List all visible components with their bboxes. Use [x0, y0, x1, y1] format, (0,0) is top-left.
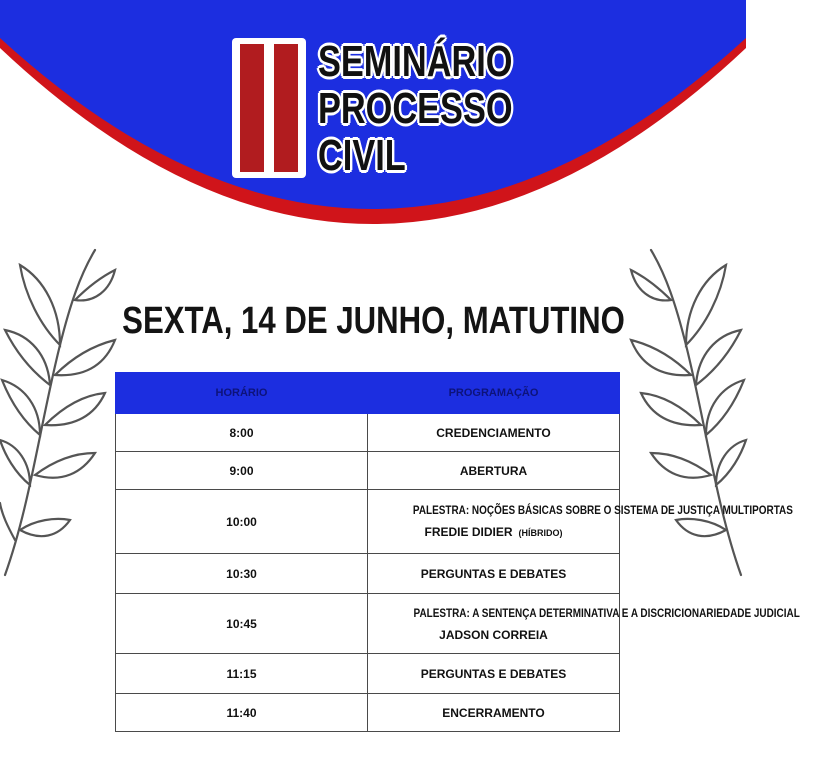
leaf-branch-left-icon — [0, 245, 120, 585]
row-program-line-text: PALESTRA: NOÇÕES BÁSICAS SOBRE O SISTEMA DE JUSTIÇA MULTIPORTAS — [412, 503, 793, 517]
speaker-name: JADSON CORREIA — [439, 627, 548, 642]
table-row — [116, 654, 620, 694]
table-row — [116, 554, 620, 594]
leaf-branch-right-icon — [626, 245, 746, 585]
event-title — [318, 38, 567, 179]
row-program-line — [374, 499, 793, 521]
day-title-text: SEXTA, 14 DE JUNHO, MATUTINO — [121, 300, 625, 342]
row-program — [368, 452, 620, 490]
row-program — [368, 490, 793, 554]
row-program-line: ABERTURA — [459, 463, 528, 478]
logo-bar-left — [240, 44, 264, 172]
row-program-line: ENCERRAMENTO — [442, 705, 545, 720]
row-program — [368, 414, 620, 452]
row-time: 10:30 — [116, 554, 368, 594]
row-program-line-text: PALESTRA: A SENTENÇA DETERMINATIVA E A DISCRICIONARIEDADE JUDICIAL — [413, 605, 800, 620]
event-title-line-2: PROCESSO — [318, 84, 513, 133]
column-header-program: PROGRAMAÇÃO — [368, 373, 620, 414]
row-program — [368, 594, 800, 654]
day-title — [0, 300, 746, 343]
event-logo — [232, 38, 567, 190]
row-program — [368, 694, 620, 732]
speaker-name: FREDIE DIDIER — [424, 525, 513, 539]
schedule-table — [115, 372, 800, 732]
row-program — [368, 654, 620, 694]
roman-numeral-two — [232, 38, 306, 178]
row-time: 11:15 — [116, 654, 368, 694]
row-program-line: CREDENCIAMENTO — [436, 425, 551, 440]
table-row — [116, 594, 620, 654]
row-program-line — [374, 521, 613, 544]
row-program-line — [374, 602, 800, 624]
row-program-line: PERGUNTAS E DEBATES — [420, 566, 567, 581]
row-time: 8:00 — [116, 414, 368, 452]
hybrid-note: (HÍBRIDO) — [518, 528, 563, 538]
event-title-line-1: SEMINÁRIO — [318, 37, 513, 86]
logo-bar-right — [274, 44, 298, 172]
table-row — [116, 414, 620, 452]
column-header-time: HORÁRIO — [116, 373, 368, 414]
row-time: 10:00 — [116, 490, 368, 554]
row-program-line: PERGUNTAS E DEBATES — [420, 666, 567, 681]
row-program — [368, 554, 620, 594]
table-row — [116, 694, 620, 732]
event-title-line-3: CIVIL — [318, 131, 406, 180]
row-time: 10:45 — [116, 594, 368, 654]
table-header-row — [116, 373, 620, 414]
table-row — [116, 490, 620, 554]
table-row — [116, 452, 620, 490]
row-time: 9:00 — [116, 452, 368, 490]
row-time: 11:40 — [116, 694, 368, 732]
